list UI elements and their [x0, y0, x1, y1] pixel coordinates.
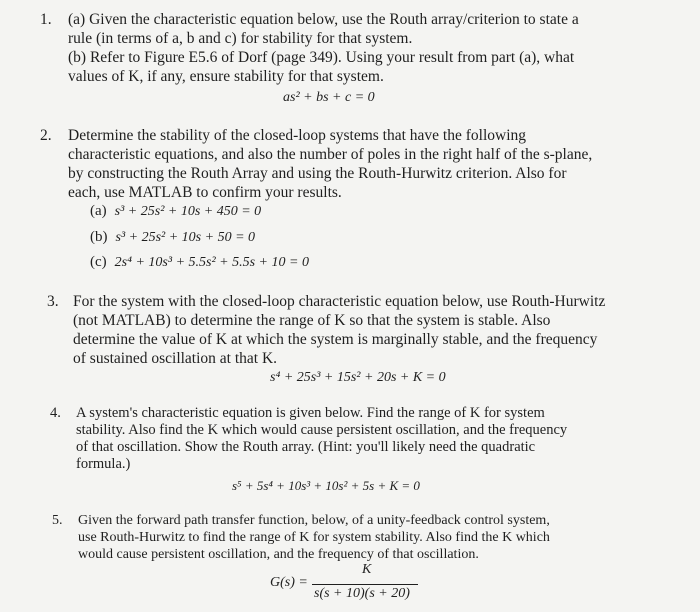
- part-label: (b): [90, 229, 108, 245]
- equation: s³ + 25s² + 10s + 450 = 0: [114, 204, 262, 219]
- problem-number: 3.: [47, 293, 59, 310]
- part-a: [90, 203, 261, 220]
- problem-text-line: rule (in terms of a, b and c) for stability for that system.: [68, 30, 413, 47]
- problem-5: [52, 512, 664, 563]
- problem-text-line: use Routh-Hurwitz to find the range of K for system stability. Also find the K which: [78, 530, 550, 545]
- problem-text-line: determine the value of K at which the system is marginally stable, and the frequency: [73, 331, 598, 348]
- numerator: K: [362, 562, 372, 577]
- problem-number: 2.: [40, 127, 52, 144]
- part-c: [90, 254, 309, 271]
- problem-text-line: Given the forward path transfer function, below, of a unity-feedback control system,: [78, 513, 550, 528]
- equation: 2s⁴ + 10s³ + 5.5s² + 5.5s + 10 = 0: [114, 255, 309, 270]
- problem-number: 4.: [50, 405, 61, 421]
- problem-text-line: (a) Given the characteristic equation below, use the Routh array/criterion to state a: [68, 11, 579, 28]
- equation: as² + bs + c = 0: [283, 90, 375, 105]
- equation: s⁴ + 25s³ + 15s² + 20s + K = 0: [270, 370, 446, 385]
- fraction-bar: [312, 584, 418, 585]
- problem-text-line: values of K, if any, ensure stability for that system.: [68, 68, 384, 85]
- denominator: s(s + 10)(s + 20): [314, 586, 410, 601]
- part-label: (a): [90, 203, 107, 219]
- problem-text-line: by constructing the Routh Array and using the Routh-Hurwitz criterion. Also for: [68, 165, 567, 182]
- problem-text-line: Determine the stability of the closed-loop systems that have the following: [68, 127, 527, 144]
- part-label: (c): [90, 254, 107, 270]
- problem-2: [40, 126, 670, 202]
- problem-1: [40, 10, 670, 86]
- problem-text-line: characteristic equations, and also the number of poles in the right half of the s-plane,: [68, 146, 593, 163]
- equation: s⁵ + 5s⁴ + 10s³ + 10s² + 5s + K = 0: [232, 478, 420, 493]
- problem-3: [47, 292, 667, 368]
- part-b: [90, 229, 255, 246]
- problem-text-line: of sustained oscillation at that K.: [73, 350, 278, 367]
- problem-text-line: formula.): [76, 456, 131, 472]
- problem-text-line: of that oscillation. Show the Routh array. (Hint: you'll likely need the quadratic: [76, 439, 536, 455]
- problem-text-line: For the system with the closed-loop characteristic equation below, use Routh-Hurwitz: [73, 293, 606, 310]
- problem-number: 5.: [52, 513, 63, 528]
- problem-text-line: would cause persistent oscillation, and the frequency of that oscillation.: [78, 547, 479, 562]
- problem-text-line: stability. Also find the K which would cause persistent oscillation, and the frequency: [76, 422, 568, 438]
- transfer-function: [270, 562, 420, 605]
- problem-text-line: A system's characteristic equation is given below. Find the range of K for system: [76, 405, 545, 421]
- problem-4: [50, 405, 665, 473]
- equation: s³ + 25s² + 10s + 50 = 0: [115, 230, 256, 245]
- problem-number: 1.: [40, 11, 52, 28]
- problem-text-line: each, use MATLAB to confirm your results.: [68, 184, 342, 201]
- transfer-function-lhs: G(s) =: [270, 575, 308, 590]
- problem-text-line: (not MATLAB) to determine the range of K so that the system is stable. Also: [73, 312, 551, 329]
- problem-text-line: (b) Refer to Figure E5.6 of Dorf (page 349). Using your result from part (a), what: [68, 49, 575, 66]
